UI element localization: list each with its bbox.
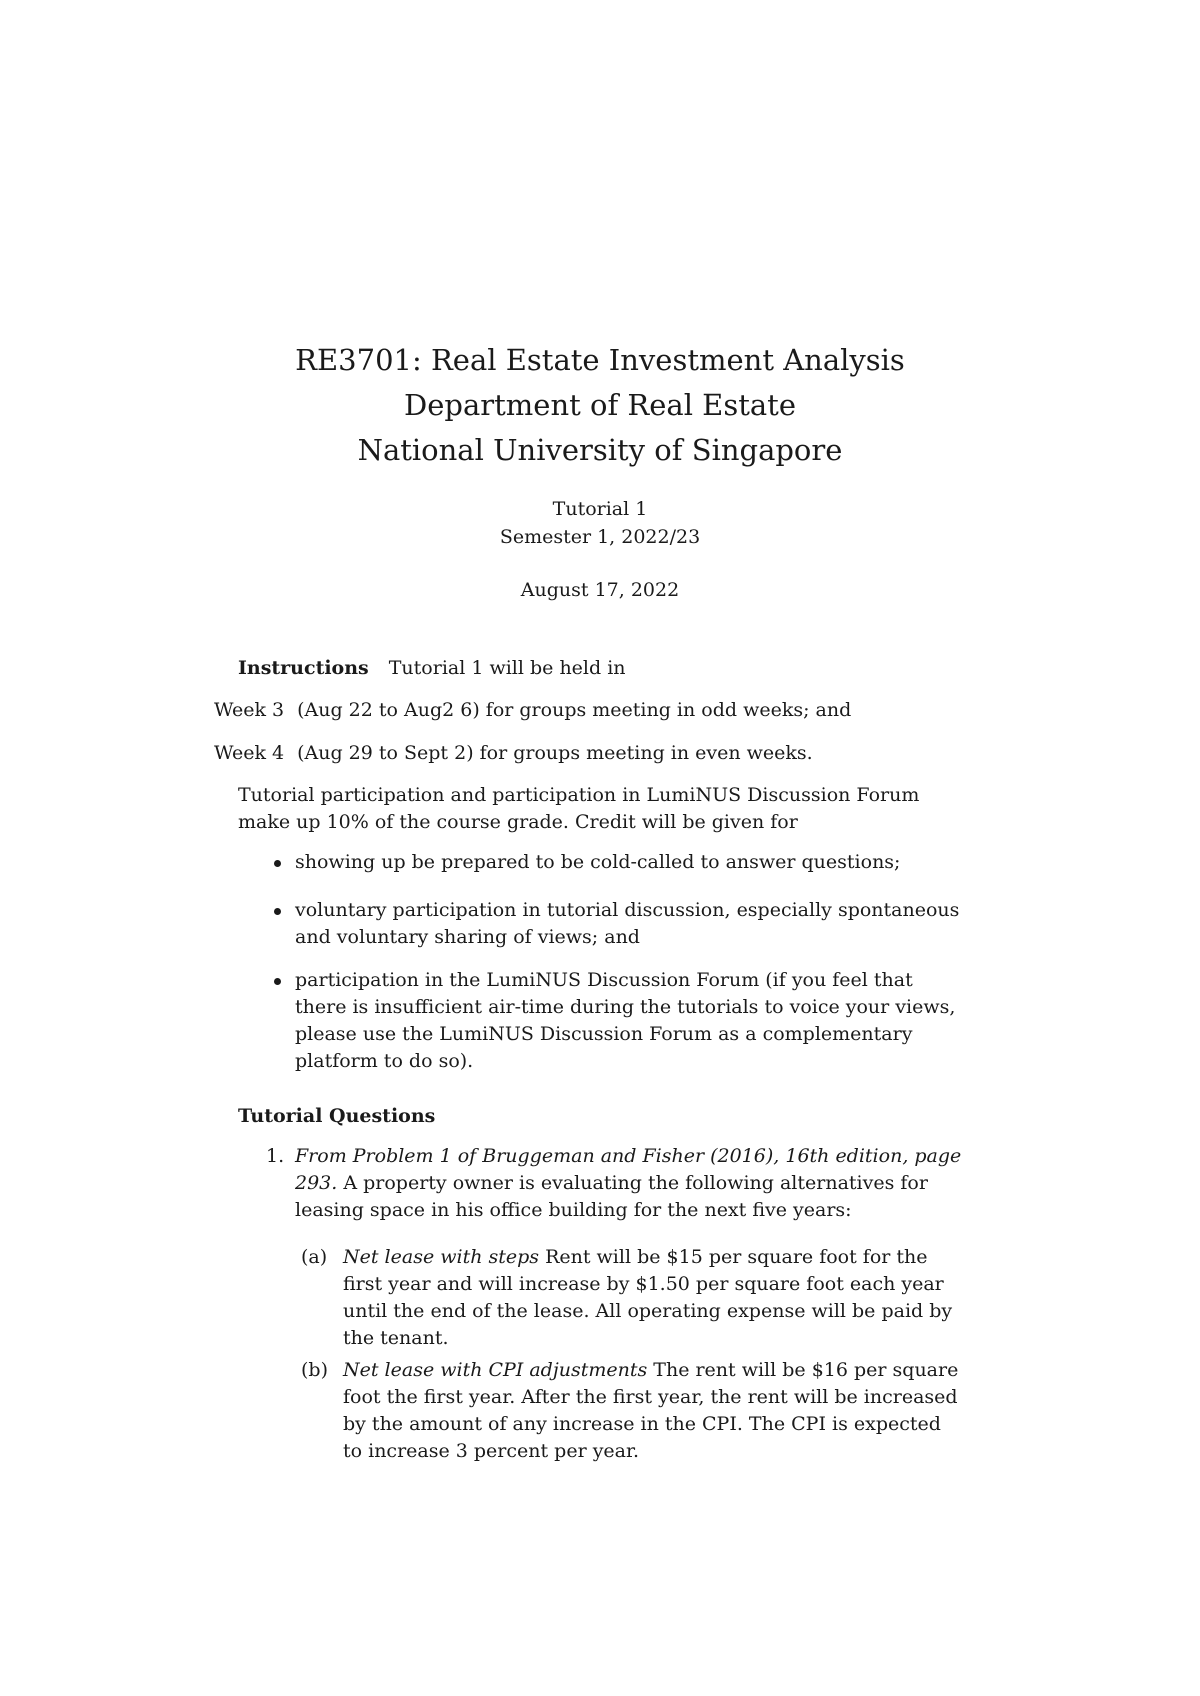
bullet-text: participation in the LumiNUS Discussion Forum (if you feel that there is insufficient air-time during the tutorials to voice your views, please use the LumiNUS Discussion Forum as a complementary platform to do so). — [295, 969, 956, 1072]
question-1-body: A property owner is evaluating the following alternatives for leasing space in his office building for the next five years: — [295, 1172, 928, 1221]
bullet-text: showing up be prepared to be cold-called to answer questions; — [295, 851, 901, 873]
week3-label: Week 3 — [214, 699, 285, 721]
part-a-body: Rent will be $15 per square foot for the first year and will increase by $1.50 per square foot each year until the end of the lease. All operating expense will be paid by the tenant. — [343, 1246, 953, 1349]
questions-heading: Tutorial Questions — [238, 1105, 436, 1127]
document-date: August 17, 2022 — [520, 579, 680, 601]
part-b-text — [343, 1357, 965, 1465]
bullet-text: voluntary participation in tutorial discussion, especially spontaneous and voluntary sharing of views; and — [295, 899, 960, 948]
instructions-paragraph — [238, 655, 626, 682]
week4-line — [214, 740, 813, 767]
week4-text: (Aug 29 to Sept 2) for groups meeting in even weeks. — [297, 742, 813, 764]
title-block — [0, 338, 1200, 473]
question-number: 1. — [266, 1145, 285, 1167]
participation-paragraph: Tutorial participation and participation in LumiNUS Discussion Forum make up 10% of the course grade. Credit will be given for — [238, 784, 920, 833]
part-b-title: Net lease with CPI adjustments — [343, 1359, 648, 1381]
bullet-icon — [274, 860, 281, 867]
part-a-label: (a) — [301, 1246, 328, 1268]
tutorial-info — [0, 495, 1200, 551]
instructions-heading: Instructions — [238, 657, 369, 679]
bullet-icon — [274, 978, 281, 985]
week4-label: Week 4 — [214, 742, 285, 764]
week3-line — [214, 697, 851, 724]
instructions-intro: Tutorial 1 will be held in — [388, 657, 626, 679]
part-b-label: (b) — [301, 1359, 328, 1381]
part-a-text — [343, 1244, 965, 1352]
week3-text: (Aug 22 to Aug2 6) for groups meeting in odd weeks; and — [297, 699, 852, 721]
question-1-source: From Problem 1 of Bruggeman and Fisher (2016), 16th edition, page 293. — [295, 1145, 962, 1194]
university-title: National University of Singapore — [357, 433, 843, 467]
course-title: RE3701: Real Estate Investment Analysis — [295, 343, 905, 377]
department-title: Department of Real Estate — [404, 388, 796, 422]
semester: Semester 1, 2022/23 — [499, 526, 701, 548]
part-a-title: Net lease with steps — [343, 1246, 540, 1268]
tutorial-number: Tutorial 1 — [552, 498, 648, 520]
question-1-text — [295, 1143, 965, 1224]
bullet-icon — [274, 908, 281, 915]
part-b-body: The rent will be $16 per square foot the first year. After the first year, the rent will be increased by the amount of any increase in the CPI. The CPI is expected to increase 3 percent per year. — [343, 1359, 959, 1462]
